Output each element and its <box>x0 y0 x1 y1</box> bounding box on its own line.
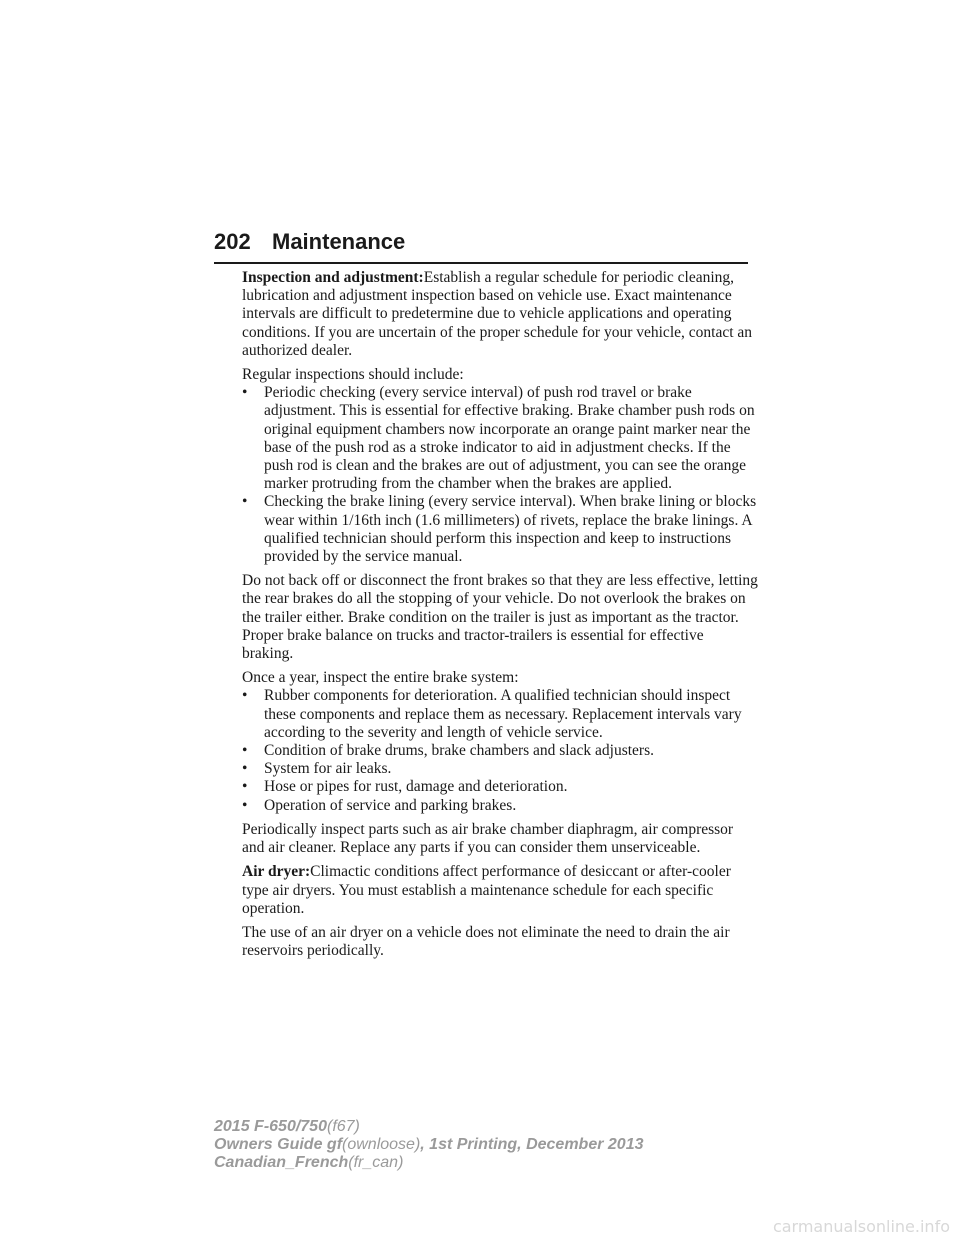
inspection-heading: Inspection and adjustment: <box>242 269 424 286</box>
list-item <box>242 493 758 566</box>
list-item <box>242 760 758 778</box>
bullet: • <box>242 384 248 402</box>
list-item <box>242 742 758 760</box>
list-item <box>242 797 758 815</box>
footer-line-locale: Canadian_French(fr_can) <box>214 1154 404 1171</box>
annual-inspection-list <box>242 687 758 814</box>
regular-inspections-list <box>242 384 758 566</box>
page-header <box>214 228 748 262</box>
list-item-text: Hose or pipes for rust, damage and deterioration. <box>264 778 568 796</box>
list-item-text: System for air leaks. <box>264 760 392 778</box>
page-content <box>242 269 758 966</box>
paragraph-inspection <box>242 269 758 360</box>
print-footer <box>214 1118 643 1172</box>
inspection-text: Establish a regular schedule for periodic cleaning, lubrication and adjustment inspection based on vehicle use. Exact maintenance intervals are difficult to predetermine due to vehicle applications and operating conditions. If you are uncertain of the proper schedule for your vehicle, contact an authorized dealer. <box>242 269 753 359</box>
paragraph-once-a-year: Once a year, inspect the entire brake system: <box>242 669 519 687</box>
list-item <box>242 687 758 742</box>
paragraph-air-dryer <box>242 863 758 918</box>
bullet: • <box>242 493 248 511</box>
list-item-text: Operation of service and parking brakes. <box>264 796 517 814</box>
footer-line-model: 2015 F-650/750(f67) <box>214 1118 360 1135</box>
list-item-text: Checking the brake lining (every service interval). When brake lining or blocks wear within 1/16th inch (1.6 millimeters) of rivets, replace the brake linings. A qualified technician should perform this inspection and keep to instructions provided by the service manual. <box>264 493 757 566</box>
paragraph-regular-inspections: Regular inspections should include: <box>242 366 464 384</box>
page-number: 202 <box>214 229 251 254</box>
bullet: • <box>242 778 248 796</box>
bullet: • <box>242 796 248 814</box>
paragraph-periodic-parts: Periodically inspect parts such as air brake chamber diaphragm, air compressor and air cleaner. Replace any parts if you can consider them unserviceable. <box>242 820 734 857</box>
air-dryer-heading: Air dryer: <box>242 863 311 881</box>
bullet: • <box>242 687 248 705</box>
list-item <box>242 384 758 493</box>
section-title: Maintenance <box>272 229 406 254</box>
footer-line-guide: Owners Guide gf(ownloose), 1st Printing, December 2013 <box>214 1136 644 1153</box>
list-item-text: Rubber components for deterioration. A qualified technician should inspect these components and replace them as necessary. Replacement intervals vary according to the severity and length of vehicle service. <box>264 687 742 741</box>
air-dryer-text: Climactic conditions affect performance of desiccant or after-cooler type air dryers. You must establish a maintenance schedule for each specific operation. <box>242 863 731 917</box>
list-item-text: Periodic checking (every service interval) of push rod travel or brake adjustment. This is essential for effective braking. Brake chamber push rods on original equipment chambers now incorporate an orange paint marker near the base of the push rod as a stroke indicator to aid in adjustment checks. If the push rod is clean and the brakes are out of adjustment, you can see the orange marker protruding from the chamber when the brakes are applied. <box>264 384 755 493</box>
list-item <box>242 778 758 796</box>
list-item-text: Condition of brake drums, brake chambers and slack adjusters. <box>264 742 654 760</box>
watermark: carmanualsonline.info <box>772 1217 950 1236</box>
bullet: • <box>242 760 248 778</box>
header-rule <box>214 262 748 264</box>
bullet: • <box>242 742 248 760</box>
paragraph-air-dryer-use: The use of an air dryer on a vehicle does not eliminate the need to drain the air reservoirs periodically. <box>242 923 730 960</box>
paragraph-front-brakes: Do not back off or disconnect the front brakes so that they are less effective, letting the rear brakes do all the stopping of your vehicle. Do not overlook the brakes on the trailer either. Brake condition on the trailer is just as important as the tractor. Proper brake balance on trucks and tractor-trailers is essential for effective braking. <box>242 572 758 663</box>
